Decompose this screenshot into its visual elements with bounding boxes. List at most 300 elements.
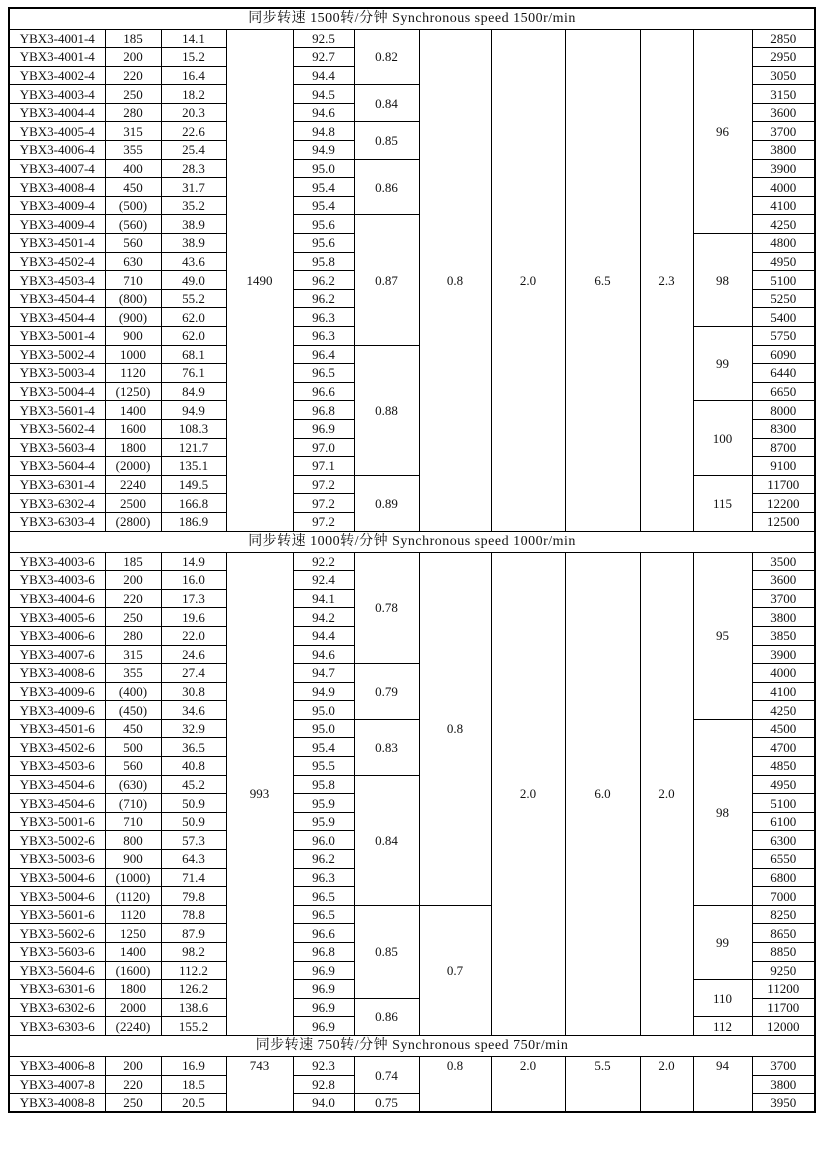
cell-power: 500 (105, 738, 161, 757)
cell-weight: 8250 (752, 905, 815, 924)
cell-weight: 4950 (752, 252, 815, 271)
cell-efficiency: 95.0 (293, 701, 354, 720)
cell-current: 84.9 (161, 382, 226, 401)
cell-power: (800) (105, 289, 161, 308)
cell-power: 450 (105, 178, 161, 197)
cell-power-factor: 0.79 (354, 664, 419, 720)
cell-efficiency: 95.6 (293, 215, 354, 234)
table-row (9, 29, 815, 48)
cell-current: 20.5 (161, 1094, 226, 1113)
cell-model: YBX3-6302-6 (9, 998, 105, 1017)
cell-weight: 9250 (752, 961, 815, 980)
cell-power: (1120) (105, 887, 161, 906)
cell-model: YBX3-4504-4 (9, 289, 105, 308)
cell-current: 32.9 (161, 719, 226, 738)
cell-efficiency: 92.3 (293, 1056, 354, 1075)
cell-weight: 6090 (752, 345, 815, 364)
cell-speed: 1490 (226, 29, 293, 531)
cell-current: 28.3 (161, 159, 226, 178)
cell-power: 220 (105, 1075, 161, 1094)
cell-weight: 4250 (752, 701, 815, 720)
cell-efficiency: 92.4 (293, 571, 354, 590)
cell-weight: 8700 (752, 438, 815, 457)
cell-power: 2500 (105, 494, 161, 513)
cell-current: 22.6 (161, 122, 226, 141)
cell-weight: 9100 (752, 457, 815, 476)
cell-power: (2800) (105, 512, 161, 531)
cell-model: YBX3-4004-6 (9, 589, 105, 608)
cell-weight: 7000 (752, 887, 815, 906)
cell-efficiency: 94.9 (293, 141, 354, 160)
cell-weight: 6100 (752, 812, 815, 831)
cell-power: 710 (105, 271, 161, 290)
cell-model: YBX3-5002-4 (9, 345, 105, 364)
cell-current: 38.9 (161, 234, 226, 253)
cell-power: 250 (105, 1094, 161, 1113)
cell-current: 50.9 (161, 794, 226, 813)
cell-current: 19.6 (161, 608, 226, 627)
cell-weight: 12000 (752, 1017, 815, 1036)
cell-power: 200 (105, 571, 161, 590)
cell-efficiency: 97.2 (293, 475, 354, 494)
cell-efficiency: 95.0 (293, 159, 354, 178)
cell-current: 27.4 (161, 664, 226, 683)
cell-current: 17.3 (161, 589, 226, 608)
cell-weight: 6550 (752, 850, 815, 869)
cell-efficiency: 95.4 (293, 178, 354, 197)
cell-power: (560) (105, 215, 161, 234)
table-body (9, 8, 815, 1112)
cell-weight: 3800 (752, 1075, 815, 1094)
cell-weight: 3800 (752, 608, 815, 627)
cell-weight: 4000 (752, 178, 815, 197)
cell-weight: 4500 (752, 719, 815, 738)
cell-current: 36.5 (161, 738, 226, 757)
cell-col11: 110 (693, 980, 752, 1017)
cell-efficiency: 94.6 (293, 103, 354, 122)
cell-col8: 2.0 (491, 29, 565, 531)
cell-power: 200 (105, 1056, 161, 1075)
cell-current: 20.3 (161, 103, 226, 122)
cell-power: 1600 (105, 419, 161, 438)
cell-power: 250 (105, 85, 161, 104)
cell-model: YBX3-6301-6 (9, 980, 105, 999)
cell-current: 87.9 (161, 924, 226, 943)
cell-power-factor: 0.85 (354, 122, 419, 159)
cell-efficiency: 96.6 (293, 382, 354, 401)
section-header: 同步转速 1500转/分钟 Synchronous speed 1500r/min (9, 8, 815, 29)
cell-model: YBX3-5004-6 (9, 887, 105, 906)
cell-weight: 2950 (752, 48, 815, 67)
cell-col11: 112 (693, 1017, 752, 1036)
cell-model: YBX3-4504-4 (9, 308, 105, 327)
cell-speed: 993 (226, 552, 293, 1035)
cell-current: 78.8 (161, 905, 226, 924)
cell-model: YBX3-5603-6 (9, 943, 105, 962)
cell-model: YBX3-4501-4 (9, 234, 105, 253)
table-row (9, 1056, 815, 1075)
cell-efficiency: 92.2 (293, 552, 354, 571)
cell-efficiency: 94.2 (293, 608, 354, 627)
cell-power: 400 (105, 159, 161, 178)
cell-model: YBX3-4001-4 (9, 29, 105, 48)
cell-model: YBX3-5004-6 (9, 868, 105, 887)
cell-weight: 4850 (752, 757, 815, 776)
cell-power: 315 (105, 645, 161, 664)
cell-efficiency: 96.3 (293, 868, 354, 887)
cell-weight: 3700 (752, 1056, 815, 1075)
cell-power: 560 (105, 234, 161, 253)
cell-power: 315 (105, 122, 161, 141)
cell-power: (500) (105, 196, 161, 215)
cell-col8: 2.0 (491, 1056, 565, 1112)
cell-power: 250 (105, 608, 161, 627)
cell-efficiency: 96.4 (293, 345, 354, 364)
cell-efficiency: 96.2 (293, 289, 354, 308)
cell-efficiency: 92.8 (293, 1075, 354, 1094)
cell-weight: 3150 (752, 85, 815, 104)
cell-efficiency: 96.0 (293, 831, 354, 850)
cell-power: 220 (105, 589, 161, 608)
cell-power: 710 (105, 812, 161, 831)
cell-power: (2000) (105, 457, 161, 476)
cell-weight: 3500 (752, 552, 815, 571)
cell-power: 2000 (105, 998, 161, 1017)
cell-model: YBX3-4504-6 (9, 794, 105, 813)
cell-model: YBX3-4002-4 (9, 66, 105, 85)
section-header: 同步转速 1000转/分钟 Synchronous speed 1000r/min (9, 531, 815, 552)
cell-weight: 6650 (752, 382, 815, 401)
cell-power: 200 (105, 48, 161, 67)
cell-efficiency: 95.4 (293, 738, 354, 757)
cell-model: YBX3-6301-4 (9, 475, 105, 494)
cell-col10: 2.3 (640, 29, 693, 531)
cell-col7: 0.8 (419, 1056, 491, 1112)
cell-efficiency: 96.6 (293, 924, 354, 943)
cell-power-factor: 0.88 (354, 345, 419, 475)
cell-efficiency: 94.0 (293, 1094, 354, 1113)
cell-model: YBX3-4504-6 (9, 775, 105, 794)
cell-model: YBX3-5603-4 (9, 438, 105, 457)
cell-efficiency: 95.4 (293, 196, 354, 215)
cell-weight: 5750 (752, 327, 815, 346)
cell-power: 1120 (105, 905, 161, 924)
cell-efficiency: 97.1 (293, 457, 354, 476)
cell-current: 38.9 (161, 215, 226, 234)
cell-model: YBX3-4502-4 (9, 252, 105, 271)
cell-weight: 8850 (752, 943, 815, 962)
cell-power: 560 (105, 757, 161, 776)
cell-col10: 2.0 (640, 552, 693, 1035)
cell-col11: 100 (693, 401, 752, 475)
cell-power: (1250) (105, 382, 161, 401)
cell-current: 18.5 (161, 1075, 226, 1094)
cell-current: 79.8 (161, 887, 226, 906)
cell-efficiency: 96.5 (293, 887, 354, 906)
cell-model: YBX3-5602-4 (9, 419, 105, 438)
cell-weight: 4700 (752, 738, 815, 757)
cell-current: 30.8 (161, 682, 226, 701)
cell-current: 76.1 (161, 364, 226, 383)
cell-power: 900 (105, 327, 161, 346)
cell-current: 31.7 (161, 178, 226, 197)
cell-efficiency: 95.8 (293, 775, 354, 794)
cell-model: YBX3-5004-4 (9, 382, 105, 401)
cell-current: 112.2 (161, 961, 226, 980)
cell-power: 900 (105, 850, 161, 869)
cell-efficiency: 96.9 (293, 998, 354, 1017)
cell-power: 450 (105, 719, 161, 738)
cell-model: YBX3-5602-6 (9, 924, 105, 943)
cell-model: YBX3-4503-4 (9, 271, 105, 290)
cell-current: 94.9 (161, 401, 226, 420)
cell-model: YBX3-4008-6 (9, 664, 105, 683)
cell-model: YBX3-4008-8 (9, 1094, 105, 1113)
cell-col7: 0.8 (419, 29, 491, 531)
cell-weight: 3050 (752, 66, 815, 85)
cell-power: (1600) (105, 961, 161, 980)
cell-power: (400) (105, 682, 161, 701)
cell-power-factor: 0.84 (354, 85, 419, 122)
cell-efficiency: 92.7 (293, 48, 354, 67)
cell-model: YBX3-4006-8 (9, 1056, 105, 1075)
cell-current: 16.4 (161, 66, 226, 85)
cell-efficiency: 94.6 (293, 645, 354, 664)
table-row (9, 475, 815, 494)
cell-weight: 3900 (752, 645, 815, 664)
cell-current: 14.9 (161, 552, 226, 571)
cell-model: YBX3-5604-4 (9, 457, 105, 476)
cell-power: 1250 (105, 924, 161, 943)
table-row (9, 552, 815, 571)
cell-efficiency: 94.4 (293, 626, 354, 645)
cell-col11: 98 (693, 719, 752, 905)
cell-efficiency: 96.8 (293, 401, 354, 420)
cell-power: 1800 (105, 980, 161, 999)
cell-weight: 4100 (752, 682, 815, 701)
motor-spec-table (8, 7, 816, 1113)
cell-current: 155.2 (161, 1017, 226, 1036)
cell-power: (2240) (105, 1017, 161, 1036)
cell-current: 55.2 (161, 289, 226, 308)
cell-power: (900) (105, 308, 161, 327)
cell-current: 135.1 (161, 457, 226, 476)
cell-efficiency: 96.9 (293, 980, 354, 999)
cell-model: YBX3-5002-6 (9, 831, 105, 850)
cell-col11: 96 (693, 29, 752, 234)
cell-efficiency: 94.8 (293, 122, 354, 141)
cell-power: 355 (105, 664, 161, 683)
cell-power: 630 (105, 252, 161, 271)
cell-current: 64.3 (161, 850, 226, 869)
cell-power: (450) (105, 701, 161, 720)
cell-efficiency: 94.7 (293, 664, 354, 683)
cell-current: 138.6 (161, 998, 226, 1017)
cell-model: YBX3-4005-4 (9, 122, 105, 141)
cell-power: 800 (105, 831, 161, 850)
cell-weight: 12200 (752, 494, 815, 513)
cell-col9: 6.5 (565, 29, 640, 531)
cell-model: YBX3-4007-6 (9, 645, 105, 664)
cell-weight: 5100 (752, 794, 815, 813)
cell-current: 62.0 (161, 327, 226, 346)
cell-current: 16.0 (161, 571, 226, 590)
cell-efficiency: 96.5 (293, 364, 354, 383)
cell-model: YBX3-5604-6 (9, 961, 105, 980)
cell-model: YBX3-5003-4 (9, 364, 105, 383)
cell-current: 166.8 (161, 494, 226, 513)
table-row (9, 719, 815, 738)
cell-current: 34.6 (161, 701, 226, 720)
cell-model: YBX3-6303-4 (9, 512, 105, 531)
cell-efficiency: 95.6 (293, 234, 354, 253)
cell-weight: 3600 (752, 103, 815, 122)
cell-efficiency: 96.2 (293, 271, 354, 290)
cell-current: 71.4 (161, 868, 226, 887)
cell-model: YBX3-6303-6 (9, 1017, 105, 1036)
cell-weight: 6440 (752, 364, 815, 383)
cell-power-factor: 0.85 (354, 905, 419, 998)
cell-model: YBX3-4003-6 (9, 571, 105, 590)
cell-weight: 5250 (752, 289, 815, 308)
cell-current: 62.0 (161, 308, 226, 327)
cell-power-factor: 0.89 (354, 475, 419, 531)
cell-current: 18.2 (161, 85, 226, 104)
section-header: 同步转速 750转/分钟 Synchronous speed 750r/min (9, 1035, 815, 1056)
cell-power-factor: 0.82 (354, 29, 419, 85)
cell-efficiency: 95.9 (293, 794, 354, 813)
cell-model: YBX3-4007-8 (9, 1075, 105, 1094)
table-row (9, 905, 815, 924)
cell-weight: 4800 (752, 234, 815, 253)
cell-model: YBX3-4003-6 (9, 552, 105, 571)
cell-efficiency: 95.8 (293, 252, 354, 271)
cell-weight: 3800 (752, 141, 815, 160)
cell-current: 126.2 (161, 980, 226, 999)
cell-current: 49.0 (161, 271, 226, 290)
cell-model: YBX3-5601-4 (9, 401, 105, 420)
cell-efficiency: 96.5 (293, 905, 354, 924)
cell-current: 50.9 (161, 812, 226, 831)
cell-power-factor: 0.86 (354, 159, 419, 215)
cell-weight: 6800 (752, 868, 815, 887)
cell-power-factor: 0.83 (354, 719, 419, 775)
cell-power: 355 (105, 141, 161, 160)
cell-model: YBX3-4003-4 (9, 85, 105, 104)
cell-current: 108.3 (161, 419, 226, 438)
cell-power: 1120 (105, 364, 161, 383)
cell-weight: 3600 (752, 571, 815, 590)
cell-weight: 3700 (752, 122, 815, 141)
cell-model: YBX3-5003-6 (9, 850, 105, 869)
cell-col9: 5.5 (565, 1056, 640, 1112)
cell-model: YBX3-5601-6 (9, 905, 105, 924)
cell-weight: 3700 (752, 589, 815, 608)
cell-power-factor: 0.86 (354, 998, 419, 1035)
cell-model: YBX3-4006-6 (9, 626, 105, 645)
cell-weight: 4950 (752, 775, 815, 794)
cell-model: YBX3-5001-4 (9, 327, 105, 346)
cell-efficiency: 96.9 (293, 1017, 354, 1036)
cell-weight: 12500 (752, 512, 815, 531)
cell-model: YBX3-4009-6 (9, 682, 105, 701)
cell-col10: 2.0 (640, 1056, 693, 1112)
cell-power: 185 (105, 552, 161, 571)
cell-power: 2240 (105, 475, 161, 494)
cell-power-factor: 0.75 (354, 1094, 419, 1113)
cell-power: (1000) (105, 868, 161, 887)
cell-efficiency: 94.1 (293, 589, 354, 608)
cell-efficiency: 97.2 (293, 512, 354, 531)
cell-weight: 6300 (752, 831, 815, 850)
cell-weight: 8000 (752, 401, 815, 420)
cell-power: 1000 (105, 345, 161, 364)
cell-model: YBX3-4007-4 (9, 159, 105, 178)
cell-model: YBX3-4006-4 (9, 141, 105, 160)
cell-efficiency: 95.0 (293, 719, 354, 738)
cell-weight: 11200 (752, 980, 815, 999)
cell-efficiency: 96.3 (293, 327, 354, 346)
cell-efficiency: 96.8 (293, 943, 354, 962)
cell-efficiency: 94.5 (293, 85, 354, 104)
cell-power: 1400 (105, 943, 161, 962)
cell-power: 1400 (105, 401, 161, 420)
cell-current: 57.3 (161, 831, 226, 850)
cell-current: 24.6 (161, 645, 226, 664)
cell-speed: 743 (226, 1056, 293, 1112)
cell-weight: 4000 (752, 664, 815, 683)
cell-col11: 99 (693, 327, 752, 401)
cell-col8: 2.0 (491, 552, 565, 1035)
cell-weight: 4250 (752, 215, 815, 234)
cell-model: YBX3-4009-4 (9, 215, 105, 234)
cell-power: 280 (105, 103, 161, 122)
cell-weight: 3950 (752, 1094, 815, 1113)
cell-current: 186.9 (161, 512, 226, 531)
cell-model: YBX3-4004-4 (9, 103, 105, 122)
cell-efficiency: 92.5 (293, 29, 354, 48)
cell-col11: 95 (693, 552, 752, 719)
cell-efficiency: 94.4 (293, 66, 354, 85)
cell-current: 121.7 (161, 438, 226, 457)
cell-current: 16.9 (161, 1056, 226, 1075)
cell-col11: 94 (693, 1056, 752, 1112)
cell-power-factor: 0.74 (354, 1056, 419, 1093)
cell-power-factor: 0.84 (354, 775, 419, 905)
cell-weight: 11700 (752, 475, 815, 494)
cell-weight: 11700 (752, 998, 815, 1017)
cell-weight: 2850 (752, 29, 815, 48)
cell-power: 1800 (105, 438, 161, 457)
cell-power: (630) (105, 775, 161, 794)
cell-model: YBX3-5001-6 (9, 812, 105, 831)
cell-model: YBX3-4501-6 (9, 719, 105, 738)
cell-current: 43.6 (161, 252, 226, 271)
cell-col11: 98 (693, 234, 752, 327)
cell-current: 15.2 (161, 48, 226, 67)
cell-col11: 99 (693, 905, 752, 979)
cell-current: 149.5 (161, 475, 226, 494)
cell-power-factor: 0.78 (354, 552, 419, 664)
cell-model: YBX3-4005-6 (9, 608, 105, 627)
cell-col11: 115 (693, 475, 752, 531)
cell-current: 35.2 (161, 196, 226, 215)
cell-model: YBX3-4008-4 (9, 178, 105, 197)
cell-current: 40.8 (161, 757, 226, 776)
cell-model: YBX3-4502-6 (9, 738, 105, 757)
cell-current: 25.4 (161, 141, 226, 160)
cell-current: 14.1 (161, 29, 226, 48)
